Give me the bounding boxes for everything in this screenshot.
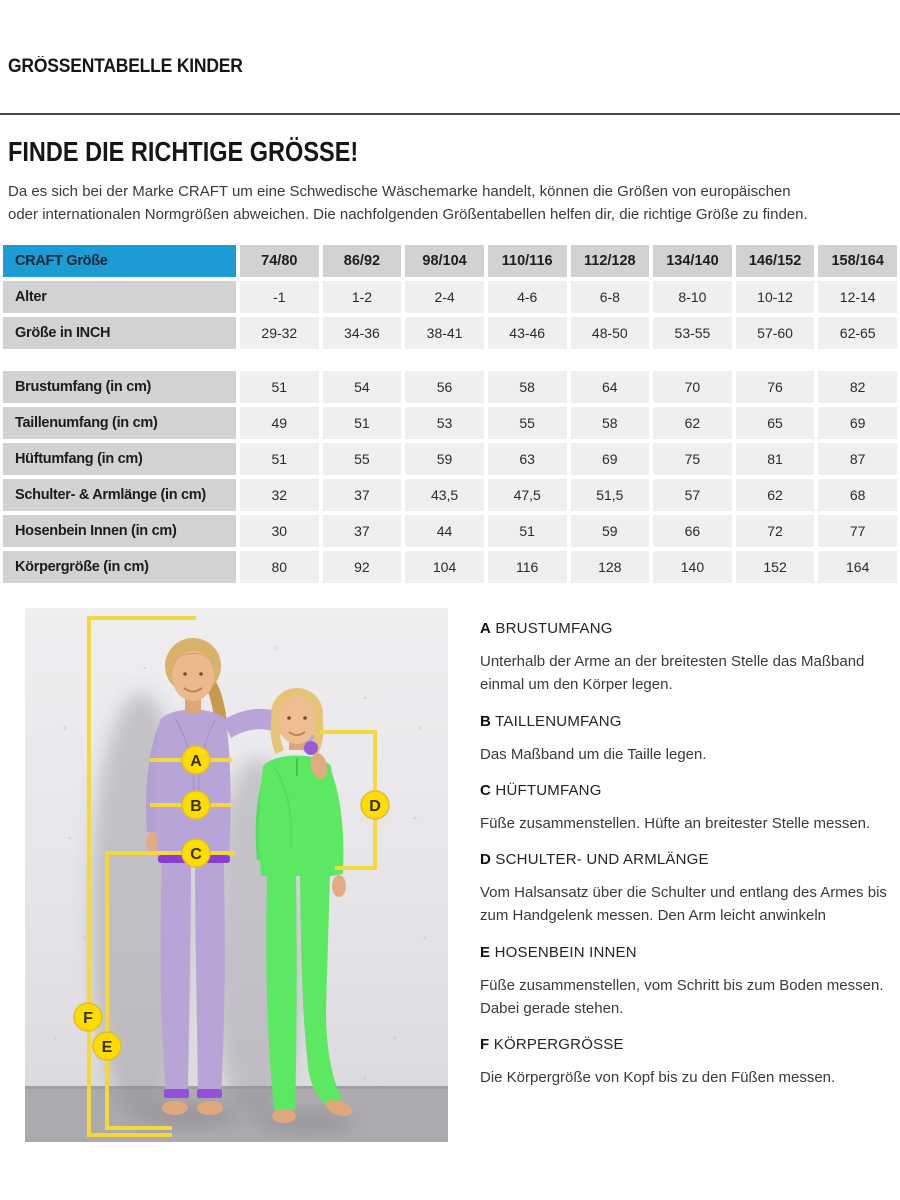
row-label-age: Alter — [3, 281, 236, 313]
table-cell: 57-60 — [736, 317, 815, 349]
table-cell: 48-50 — [571, 317, 650, 349]
table-cell: 59 — [405, 443, 484, 475]
intro-text: Da es sich bei der Marke CRAFT um eine Schwedische Wäschemarke handelt, können die Größen von europäischen oder internationalen Normgrößen abweichen. Die nachfolgenden Größentabellen helfen dir, die richtige Größe zu finden. — [8, 183, 808, 224]
section-title: FINDE DIE RICHTIGE GRÖSSE! — [8, 136, 359, 167]
size-column-header: 158/164 — [818, 245, 897, 277]
row-label-inch: Größe in INCH — [3, 317, 236, 349]
table-cell: 10-12 — [736, 281, 815, 313]
table-header-craft-size: CRAFT Größe — [3, 245, 236, 277]
guide-heading-a: A BRUSTUMFANG — [480, 620, 613, 637]
size-table-measure-section — [3, 371, 897, 583]
guide-heading-c: C HÜFTUMFANG — [480, 781, 602, 799]
size-table-header-section — [3, 245, 897, 349]
table-cell: 30 — [240, 515, 319, 547]
table-cell: 104 — [405, 551, 484, 583]
size-column-header: 112/128 — [571, 245, 650, 277]
table-cell: 72 — [736, 515, 815, 547]
size-column-header: 146/152 — [736, 245, 815, 277]
measure-guide — [480, 620, 892, 1089]
marker-letter-B: B — [190, 798, 202, 815]
table-cell: 37 — [323, 515, 402, 547]
guide-text-c: Füße zusammenstellen. Hüfte an breitester Stelle messen. — [480, 814, 871, 832]
table-cell: 51 — [323, 407, 402, 439]
table-cell: 54 — [323, 371, 402, 403]
measurement-photo-graphic — [25, 608, 448, 1142]
marker-letter-C: C — [190, 846, 202, 863]
table-cell: 37 — [323, 479, 402, 511]
guide-text-b: Das Maßband um die Taille legen. — [480, 745, 707, 763]
table-cell: 81 — [736, 443, 815, 475]
table-cell: 57 — [653, 479, 732, 511]
row-label-chest: Brustumfang (in cm) — [3, 371, 236, 403]
table-cell: 80 — [240, 551, 319, 583]
table-cell: 58 — [571, 407, 650, 439]
table-cell: 51 — [488, 515, 567, 547]
table-cell: 64 — [571, 371, 650, 403]
guide-text-e: Füße zusammenstellen, vom Schritt bis zum Boden messen. Dabei gerade stehen. — [480, 976, 884, 1017]
table-cell: 12-14 — [818, 281, 897, 313]
table-cell: 51 — [240, 443, 319, 475]
table-cell: 76 — [736, 371, 815, 403]
table-cell: 128 — [571, 551, 650, 583]
marker-letter-E: E — [101, 1039, 113, 1056]
marker-letter-A: A — [190, 753, 202, 770]
table-cell: 63 — [488, 443, 567, 475]
guide-heading-d: D SCHULTER- UND ARMLÄNGE — [480, 851, 709, 868]
table-cell: 53 — [405, 407, 484, 439]
row-label-height: Körpergröße (in cm) — [3, 551, 236, 583]
table-cell: 66 — [653, 515, 732, 547]
table-cell: 47,5 — [488, 479, 567, 511]
table-cell: 152 — [736, 551, 815, 583]
table-cell: 51,5 — [571, 479, 650, 511]
table-cell: 70 — [653, 371, 732, 403]
guide-text-a: Unterhalb der Arme an der breitesten Stelle das Maßband einmal um den Körper legen. — [480, 653, 865, 694]
size-column-header: 74/80 — [240, 245, 319, 277]
row-label-inseam: Hosenbein Innen (in cm) — [3, 515, 236, 547]
table-cell: 65 — [736, 407, 815, 439]
size-column-header: 134/140 — [653, 245, 732, 277]
table-cell: 4-6 — [488, 281, 567, 313]
table-cell: 62 — [653, 407, 732, 439]
table-cell: 87 — [818, 443, 897, 475]
guide-heading-e: E HOSENBEIN INNEN — [480, 943, 637, 961]
marker-letter-D: D — [369, 798, 381, 815]
table-cell: 32 — [240, 479, 319, 511]
guide-heading-f: F KÖRPERGRÖSSE — [480, 1036, 624, 1053]
table-cell: 69 — [818, 407, 897, 439]
table-cell: 62-65 — [818, 317, 897, 349]
table-cell: 55 — [323, 443, 402, 475]
page-title: GRÖSSENTABELLE KINDER — [8, 56, 243, 77]
table-cell: 140 — [653, 551, 732, 583]
table-cell: 68 — [818, 479, 897, 511]
size-column-header: 86/92 — [323, 245, 402, 277]
table-cell: 49 — [240, 407, 319, 439]
guide-text-d: Vom Halsansatz über die Schulter und entlang des Armes bis zum Handgelenk messen. Den Arm leicht anwinkeln — [480, 884, 887, 925]
table-cell: 62 — [736, 479, 815, 511]
table-cell: 6-8 — [571, 281, 650, 313]
table-cell: 164 — [818, 551, 897, 583]
table-cell: 69 — [571, 443, 650, 475]
table-cell: 75 — [653, 443, 732, 475]
row-label-waist: Taillenumfang (in cm) — [3, 407, 236, 439]
table-cell: 58 — [488, 371, 567, 403]
size-column-header: 98/104 — [405, 245, 484, 277]
table-cell: 77 — [818, 515, 897, 547]
table-cell: 44 — [405, 515, 484, 547]
table-cell: 1-2 — [323, 281, 402, 313]
table-cell: 59 — [571, 515, 650, 547]
guide-text-f: Die Körpergröße von Kopf bis zu den Füßen messen. — [480, 1069, 836, 1086]
table-cell: 38-41 — [405, 317, 484, 349]
table-cell: 43,5 — [405, 479, 484, 511]
table-cell: 43-46 — [488, 317, 567, 349]
marker-letter-F: F — [83, 1010, 93, 1027]
table-cell: 55 — [488, 407, 567, 439]
guide-heading-b: B TAILLENUMFANG — [480, 712, 622, 730]
table-cell: 29-32 — [240, 317, 319, 349]
table-cell: 53-55 — [653, 317, 732, 349]
row-label-shoulder-arm: Schulter- & Armlänge (in cm) — [3, 479, 236, 511]
size-column-header: 110/116 — [488, 245, 567, 277]
table-cell: 116 — [488, 551, 567, 583]
table-cell: 51 — [240, 371, 319, 403]
table-cell: 34-36 — [323, 317, 402, 349]
measurement-photo — [25, 608, 448, 1142]
divider-line — [0, 113, 900, 115]
table-cell: -1 — [240, 281, 319, 313]
table-cell: 82 — [818, 371, 897, 403]
table-cell: 2-4 — [405, 281, 484, 313]
table-cell: 56 — [405, 371, 484, 403]
row-label-hip: Hüftumfang (in cm) — [3, 443, 236, 475]
table-cell: 8-10 — [653, 281, 732, 313]
table-cell: 92 — [323, 551, 402, 583]
